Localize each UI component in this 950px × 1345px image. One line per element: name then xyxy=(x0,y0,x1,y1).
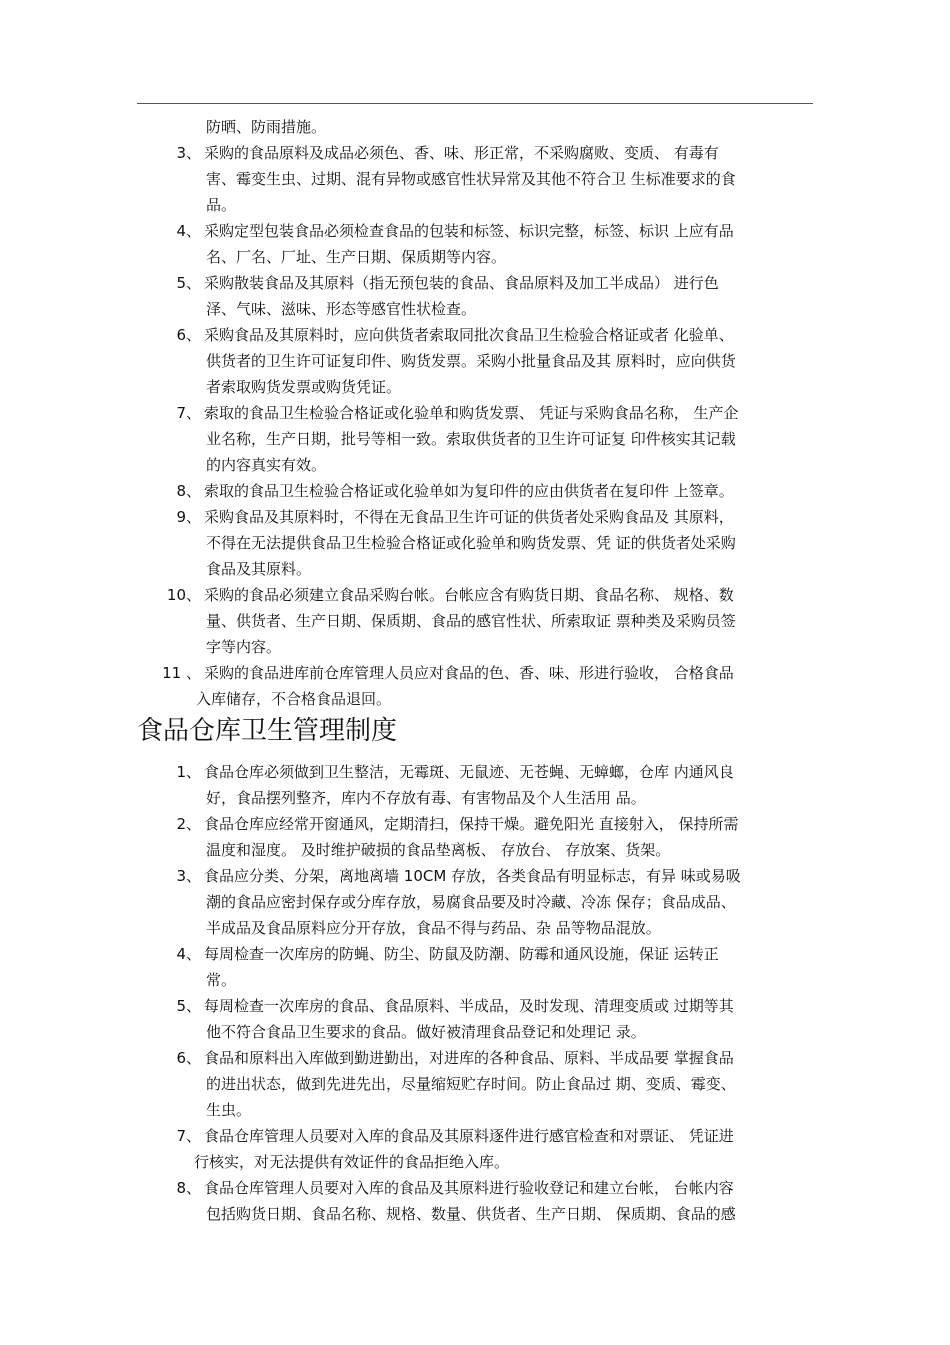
item-number: 11 、 xyxy=(162,664,201,682)
item-line: 食品应分类、分架，离地离墙 10CM 存放，各类食品有明显标志，有异 味或易吸 xyxy=(204,867,741,885)
item-line: 常。 xyxy=(206,971,237,989)
item-number: 6、 xyxy=(176,1049,201,1067)
item-line: 采购散装食品及其原料（指无预包装的食品、食品原料及加工半成品） 进行色 xyxy=(204,274,719,292)
item-number: 8、 xyxy=(176,1179,201,1197)
item-number: 7、 xyxy=(176,404,201,422)
item-number: 2、 xyxy=(176,815,201,833)
item-line: 的内容真实有效。 xyxy=(206,456,327,474)
item-line: 字等内容。 xyxy=(206,638,282,656)
item-number: 7、 xyxy=(176,1127,201,1145)
item-number: 6、 xyxy=(176,326,201,344)
item-line: 采购的食品必须建立食品采购台帐。台帐应含有购货日期、食品名称、 规格、数 xyxy=(204,586,734,604)
item-line: 行核实，对无法提供有效证件的食品拒绝入库。 xyxy=(194,1153,510,1171)
item-line: 包括购货日期、食品名称、规格、数量、供货者、生产日期、 保质期、食品的感 xyxy=(206,1205,736,1223)
item-number: 3、 xyxy=(176,867,201,885)
item-line: 生虫。 xyxy=(206,1101,252,1119)
header-rule xyxy=(137,103,813,104)
item-line: 业名称，生产日期，批号等相一致。索取供货者的卫生许可证复 印件核实其记载 xyxy=(206,430,736,448)
item-line: 量、供货者、生产日期、保质期、食品的感官性状、所索取证 票种类及采购员签 xyxy=(206,612,736,630)
item-line: 供货者的卫生许可证复印件、购货发票。采购小批量食品及其 原料时，应向供货 xyxy=(206,352,736,370)
item-line: 食品仓库必须做到卫生整洁，无霉斑、无鼠迹、无苍蝇、无蟑螂，仓库 内通风良 xyxy=(204,763,734,781)
item-line: 者索取购货发票或购货凭证。 xyxy=(206,378,402,396)
item-number: 4、 xyxy=(176,222,201,240)
item-line: 半成品及食品原料应分开存放，食品不得与药品、杂 品等物品混放。 xyxy=(206,919,661,937)
item-line: 食品仓库管理人员要对入库的食品及其原料进行验收登记和建立台帐， 台帐内容 xyxy=(204,1179,734,1197)
item-line: 每周检查一次库房的食品、食品原料、半成品，及时发现、清理变质或 过期等其 xyxy=(204,997,734,1015)
item-line: 入库储存，不合格食品退回。 xyxy=(196,690,392,708)
item-number: 8、 xyxy=(176,482,201,500)
item-line: 采购的食品原料及成品必须色、香、味、形正常，不采购腐败、变质、 有毒有 xyxy=(204,144,719,162)
item-line: 食品仓库管理人员要对入库的食品及其原料逐件进行感官检查和对票证、 凭证进 xyxy=(204,1127,734,1145)
item-line: 他不符合食品卫生要求的食品。做好被清理食品登记和处理记 录。 xyxy=(206,1023,646,1041)
item-number: 1、 xyxy=(176,763,201,781)
item-line: 食品及其原料。 xyxy=(206,560,312,578)
item-number: 5、 xyxy=(176,997,201,1015)
item-line: 食品和原料出入库做到勤进勤出，对进库的各种食品、原料、半成品要 掌握食品 xyxy=(204,1049,734,1067)
item-number: 9、 xyxy=(176,508,201,526)
item-line: 防晒、防雨措施。 xyxy=(206,118,327,136)
item-line: 好，食品摆列整齐，库内不存放有毒、有害物品及个人生活用 品。 xyxy=(206,789,646,807)
item-line: 泽、气味、滋味、形态等感官性状检查。 xyxy=(206,300,477,318)
item-number: 4、 xyxy=(176,945,201,963)
item-line: 名、厂名、厂址、生产日期、保质期等内容。 xyxy=(206,248,507,266)
item-line: 潮的食品应密封保存或分库存放，易腐食品要及时冷藏、冷冻 保存；食品成品、 xyxy=(206,893,736,911)
item-line: 采购定型包装食品必须检查食品的包装和标签、标识完整，标签、标识 上应有品 xyxy=(204,222,734,240)
item-line: 的进出状态，做到先进先出，尽量缩短贮存时间。防止食品过 期、变质、霉变、 xyxy=(206,1075,736,1093)
item-line: 害、霉变生虫、过期、混有异物或感官性状异常及其他不符合卫 生标准要求的食 xyxy=(206,170,736,188)
item-line: 不得在无法提供食品卫生检验合格证或化验单和购货发票、凭 证的供货者处采购 xyxy=(206,534,736,552)
item-number: 3、 xyxy=(176,144,201,162)
item-number: 10、 xyxy=(166,586,201,604)
section-title: 食品仓库卫生管理制度 xyxy=(137,716,398,746)
item-line: 采购食品及其原料时，应向供货者索取同批次食品卫生检验合格证或者 化验单、 xyxy=(204,326,734,344)
item-line: 食品仓库应经常开窗通风，定期清扫，保持干燥。避免阳光 直接射入， 保持所需 xyxy=(204,815,739,833)
item-number: 5、 xyxy=(176,274,201,292)
item-line: 索取的食品卫生检验合格证或化验单如为复印件的应由供货者在复印件 上签章。 xyxy=(204,482,734,500)
item-line: 采购的食品进库前仓库管理人员应对食品的色、香、味、形进行验收， 合格食品 xyxy=(204,664,734,682)
item-line: 索取的食品卫生检验合格证或化验单和购货发票、 凭证与采购食品名称， 生产企 xyxy=(204,404,739,422)
item-line: 温度和湿度。 及时维护破损的食品垫离板、 存放台、 存放案、货架。 xyxy=(206,841,671,859)
item-line: 每周检查一次库房的防蝇、防尘、防鼠及防潮、防霉和通风设施，保证 运转正 xyxy=(204,945,719,963)
item-line: 采购食品及其原料时，不得在无食品卫生许可证的供货者处采购食品及 其原料， xyxy=(204,508,734,526)
item-line: 品。 xyxy=(206,196,237,214)
